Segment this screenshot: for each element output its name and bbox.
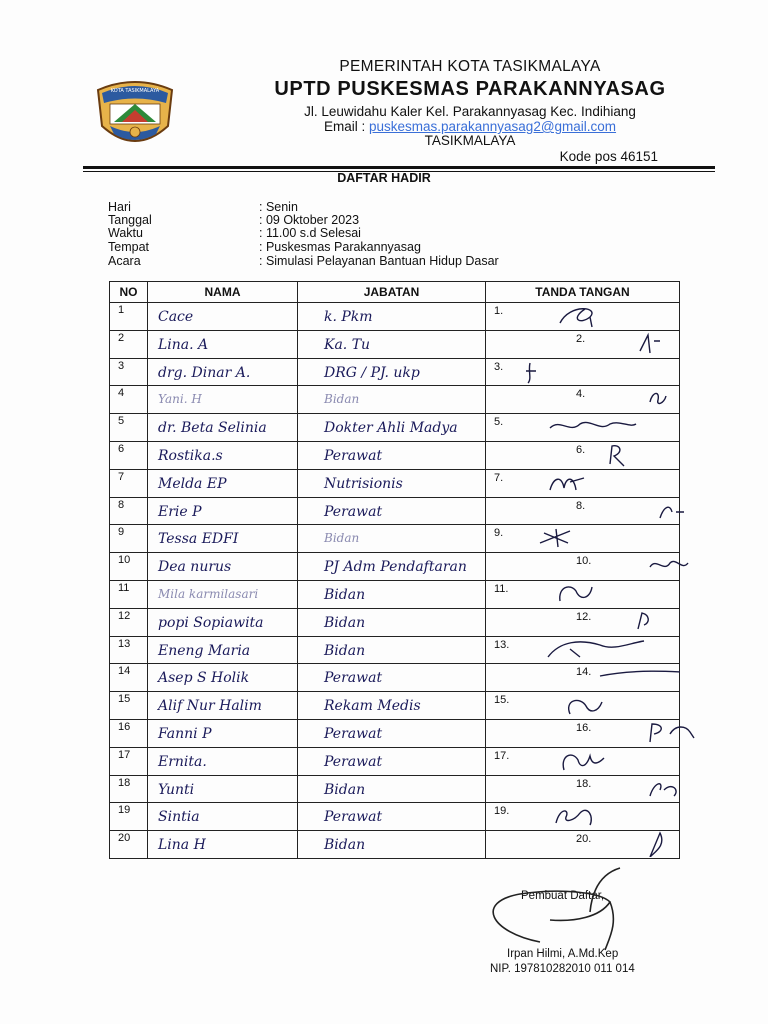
position-cell bbox=[298, 608, 486, 636]
signature-cell bbox=[486, 303, 680, 331]
position-cell bbox=[298, 719, 486, 747]
row-number: 14 bbox=[110, 664, 148, 692]
position-cell bbox=[298, 553, 486, 581]
table-row bbox=[110, 414, 680, 442]
name-cell bbox=[148, 386, 298, 414]
address: Jl. Leuwidahu Kaler Kel. Parakannyasag Kec. Indihiang bbox=[304, 104, 636, 119]
handwritten-signature bbox=[540, 692, 710, 718]
organization-name: UPTD PUSKESMAS PARAKANNYASAG bbox=[274, 78, 666, 100]
signature-cell bbox=[486, 747, 680, 775]
table-row bbox=[110, 525, 680, 553]
name-cell bbox=[148, 692, 298, 720]
position-cell bbox=[298, 580, 486, 608]
signature-cell bbox=[486, 330, 680, 358]
header-signature: TANDA TANGAN bbox=[486, 282, 680, 303]
position-cell bbox=[298, 636, 486, 664]
handwritten-signature bbox=[540, 581, 710, 607]
attendee-name: Erie P bbox=[158, 503, 202, 520]
name-cell bbox=[148, 608, 298, 636]
signature-number: 18. bbox=[576, 777, 592, 790]
signature-number: 4. bbox=[576, 388, 586, 401]
maker-label: Pembuat Daftar, bbox=[521, 890, 605, 902]
row-number: 13 bbox=[110, 636, 148, 664]
signature-number: 10. bbox=[576, 555, 592, 568]
signature-number: 9. bbox=[494, 527, 504, 540]
row-number: 9 bbox=[110, 525, 148, 553]
signature-number: 7. bbox=[494, 471, 504, 484]
signature-number: 1. bbox=[494, 305, 504, 317]
attendee-position: Bidan bbox=[324, 781, 366, 798]
row-number: 3 bbox=[110, 358, 148, 386]
attendee-name: drg. Dinar A. bbox=[158, 364, 251, 381]
name-cell bbox=[148, 330, 298, 358]
attendee-position: PJ Adm Pendaftaran bbox=[324, 559, 467, 576]
table-row bbox=[110, 747, 680, 775]
header-rule bbox=[83, 166, 715, 169]
attendee-position: Ka. Tu bbox=[324, 336, 371, 353]
row-number: 6 bbox=[110, 441, 148, 469]
signature-cell bbox=[486, 441, 680, 469]
signature-number: 5. bbox=[494, 416, 504, 429]
attendance-rows bbox=[110, 303, 680, 859]
row-number: 16 bbox=[110, 719, 148, 747]
table-row bbox=[110, 775, 680, 803]
signature-number: 16. bbox=[576, 721, 592, 734]
table-row bbox=[110, 580, 680, 608]
position-cell bbox=[298, 358, 486, 386]
row-number: 11 bbox=[110, 580, 148, 608]
name-cell bbox=[148, 719, 298, 747]
postal-code: Kode pos 46151 bbox=[559, 149, 658, 164]
attendee-name: popi Sopiawita bbox=[158, 614, 264, 631]
name-cell bbox=[148, 441, 298, 469]
row-number: 17 bbox=[110, 747, 148, 775]
signature-cell bbox=[486, 831, 680, 859]
document-title: DAFTAR HADIR bbox=[337, 171, 431, 185]
signature-cell bbox=[486, 719, 680, 747]
attendee-name: Yani. H bbox=[158, 392, 202, 407]
signature-number: 2. bbox=[576, 332, 586, 345]
attendee-position: Bidan bbox=[324, 586, 366, 603]
signature-number: 12. bbox=[576, 610, 592, 623]
position-cell bbox=[298, 803, 486, 831]
handwritten-signature bbox=[540, 386, 710, 412]
city: TASIKMALAYA bbox=[424, 133, 516, 148]
table-row bbox=[110, 553, 680, 581]
signature-number: 15. bbox=[494, 694, 510, 707]
attendee-name: Dea nurus bbox=[158, 559, 232, 576]
attendee-position: Perawat bbox=[324, 725, 383, 742]
signature-number: 17. bbox=[494, 749, 510, 762]
name-cell bbox=[148, 580, 298, 608]
table-row bbox=[110, 803, 680, 831]
attendee-name: Lina. A bbox=[158, 336, 209, 353]
attendee-name: Fanni P bbox=[158, 725, 212, 742]
row-number: 4 bbox=[110, 386, 148, 414]
table-row bbox=[110, 692, 680, 720]
email-line bbox=[170, 119, 768, 134]
attendee-name: Melda EP bbox=[158, 475, 227, 492]
name-cell bbox=[148, 747, 298, 775]
attendee-position: Bidan bbox=[324, 531, 360, 546]
signature-cell bbox=[486, 553, 680, 581]
attendee-name: Cace bbox=[158, 309, 194, 325]
maker-signature bbox=[480, 862, 650, 952]
position-cell bbox=[298, 747, 486, 775]
signature-cell bbox=[486, 664, 680, 692]
handwritten-signature bbox=[530, 637, 700, 663]
attendee-name: Alif Nur Halim bbox=[158, 698, 262, 715]
svg-text:KOTA TASIKMALAYA: KOTA TASIKMALAYA bbox=[110, 88, 160, 94]
handwritten-signature bbox=[520, 303, 690, 329]
attendee-position: Nutrisionis bbox=[324, 475, 403, 492]
handwritten-signature bbox=[530, 803, 700, 829]
attendee-name: Sintia bbox=[158, 809, 200, 826]
handwritten-signature bbox=[530, 470, 700, 496]
attendee-name: Ernita. bbox=[158, 753, 207, 770]
signature-cell bbox=[486, 608, 680, 636]
city-logo bbox=[92, 76, 178, 152]
table-row bbox=[110, 386, 680, 414]
row-number: 15 bbox=[110, 692, 148, 720]
signature-cell bbox=[486, 386, 680, 414]
table-row bbox=[110, 719, 680, 747]
signature-cell bbox=[486, 775, 680, 803]
row-number: 1 bbox=[110, 303, 148, 331]
signature-number: 8. bbox=[576, 499, 586, 512]
signature-cell bbox=[486, 636, 680, 664]
row-number: 12 bbox=[110, 608, 148, 636]
attendee-position: DRG / PJ. ukp bbox=[324, 364, 420, 381]
handwritten-signature bbox=[530, 414, 700, 440]
position-cell bbox=[298, 386, 486, 414]
handwritten-signature bbox=[500, 359, 670, 385]
signature-number: 6. bbox=[576, 443, 586, 456]
table-row bbox=[110, 664, 680, 692]
handwritten-signature bbox=[540, 748, 710, 774]
attendee-position: Perawat bbox=[324, 503, 383, 520]
government-name: PEMERINTAH KOTA TASIKMALAYA bbox=[339, 58, 601, 75]
name-cell bbox=[148, 636, 298, 664]
attendee-position: Perawat bbox=[324, 753, 383, 770]
position-cell bbox=[298, 414, 486, 442]
header-name: NAMA bbox=[148, 282, 298, 303]
signature-number: 14. bbox=[576, 666, 592, 679]
attendee-position: Dokter Ahli Madya bbox=[324, 420, 458, 437]
row-number: 2 bbox=[110, 330, 148, 358]
row-number: 19 bbox=[110, 803, 148, 831]
row-number: 5 bbox=[110, 414, 148, 442]
signature-cell bbox=[486, 803, 680, 831]
signature-number: 13. bbox=[494, 638, 510, 651]
attendee-position: Bidan bbox=[324, 837, 366, 854]
handwritten-signature bbox=[530, 331, 700, 357]
signature-number: 11. bbox=[494, 582, 509, 595]
table-row bbox=[110, 469, 680, 497]
handwritten-signature bbox=[510, 664, 680, 690]
position-cell bbox=[298, 831, 486, 859]
name-cell bbox=[148, 497, 298, 525]
name-cell bbox=[148, 803, 298, 831]
attendance-table bbox=[109, 281, 680, 859]
attendee-position: Rekam Medis bbox=[324, 698, 421, 715]
maker-nip: NIP. 197810282010 011 014 bbox=[490, 963, 635, 975]
position-cell bbox=[298, 525, 486, 553]
handwritten-signature bbox=[540, 720, 710, 746]
row-number: 18 bbox=[110, 775, 148, 803]
name-cell bbox=[148, 775, 298, 803]
signature-cell bbox=[486, 692, 680, 720]
email-link[interactable]: puskesmas.parakannyasag2@gmail.com bbox=[368, 119, 617, 134]
name-cell bbox=[148, 469, 298, 497]
attendee-position: Perawat bbox=[324, 447, 383, 464]
name-cell bbox=[148, 831, 298, 859]
attendee-position: Bidan bbox=[324, 614, 366, 631]
row-number: 8 bbox=[110, 497, 148, 525]
attendee-name: Eneng Maria bbox=[158, 642, 251, 659]
attendee-name: dr. Beta Selinia bbox=[158, 420, 267, 437]
name-cell bbox=[148, 525, 298, 553]
header-position: JABATAN bbox=[298, 282, 486, 303]
handwritten-signature bbox=[540, 776, 710, 802]
table-row bbox=[110, 636, 680, 664]
table-row bbox=[110, 831, 680, 859]
attendee-position: Perawat bbox=[324, 670, 383, 687]
attendee-name: Rostika.s bbox=[158, 447, 223, 464]
attendee-name: Mila karmilasari bbox=[158, 586, 259, 601]
handwritten-signature bbox=[550, 498, 720, 524]
handwritten-signature bbox=[530, 609, 700, 635]
name-cell bbox=[148, 358, 298, 386]
signature-cell bbox=[486, 497, 680, 525]
position-cell bbox=[298, 664, 486, 692]
position-cell bbox=[298, 692, 486, 720]
position-cell bbox=[298, 497, 486, 525]
position-cell bbox=[298, 441, 486, 469]
attendee-name: Tessa EDFI bbox=[158, 531, 239, 548]
attendee-name: Lina H bbox=[158, 837, 206, 854]
row-number: 10 bbox=[110, 553, 148, 581]
name-cell bbox=[148, 553, 298, 581]
email-label: Email : bbox=[323, 119, 366, 134]
signature-cell bbox=[486, 580, 680, 608]
attendee-position: Perawat bbox=[324, 809, 383, 826]
attendee-name: Yunti bbox=[158, 781, 195, 798]
handwritten-signature bbox=[500, 442, 670, 468]
name-cell bbox=[148, 414, 298, 442]
position-cell bbox=[298, 775, 486, 803]
handwritten-signature bbox=[520, 525, 690, 551]
position-cell bbox=[298, 330, 486, 358]
table-row bbox=[110, 608, 680, 636]
attendee-position: k. Pkm bbox=[324, 309, 373, 325]
header-no: NO bbox=[110, 282, 148, 303]
signature-cell bbox=[486, 469, 680, 497]
attendee-position: Bidan bbox=[324, 642, 366, 659]
maker-name: Irpan Hilmi, A.Md.Kep bbox=[507, 948, 619, 960]
signature-number: 20. bbox=[576, 833, 592, 846]
signature-number: 3. bbox=[494, 360, 504, 373]
handwritten-signature bbox=[540, 831, 710, 857]
table-row bbox=[110, 358, 680, 386]
position-cell bbox=[298, 469, 486, 497]
row-number: 7 bbox=[110, 469, 148, 497]
signature-cell bbox=[486, 358, 680, 386]
name-cell bbox=[148, 664, 298, 692]
table-header-row bbox=[110, 282, 680, 303]
position-cell bbox=[298, 303, 486, 331]
table-row bbox=[110, 330, 680, 358]
table-row bbox=[110, 303, 680, 331]
signature-cell bbox=[486, 525, 680, 553]
name-cell bbox=[148, 303, 298, 331]
attendee-name: Asep S Holik bbox=[158, 670, 250, 687]
table-row bbox=[110, 497, 680, 525]
signature-cell bbox=[486, 414, 680, 442]
handwritten-signature bbox=[550, 553, 720, 579]
signature-number: 19. bbox=[494, 805, 510, 818]
row-number: 20 bbox=[110, 831, 148, 859]
table-row bbox=[110, 441, 680, 469]
attendee-position: Bidan bbox=[324, 392, 360, 407]
